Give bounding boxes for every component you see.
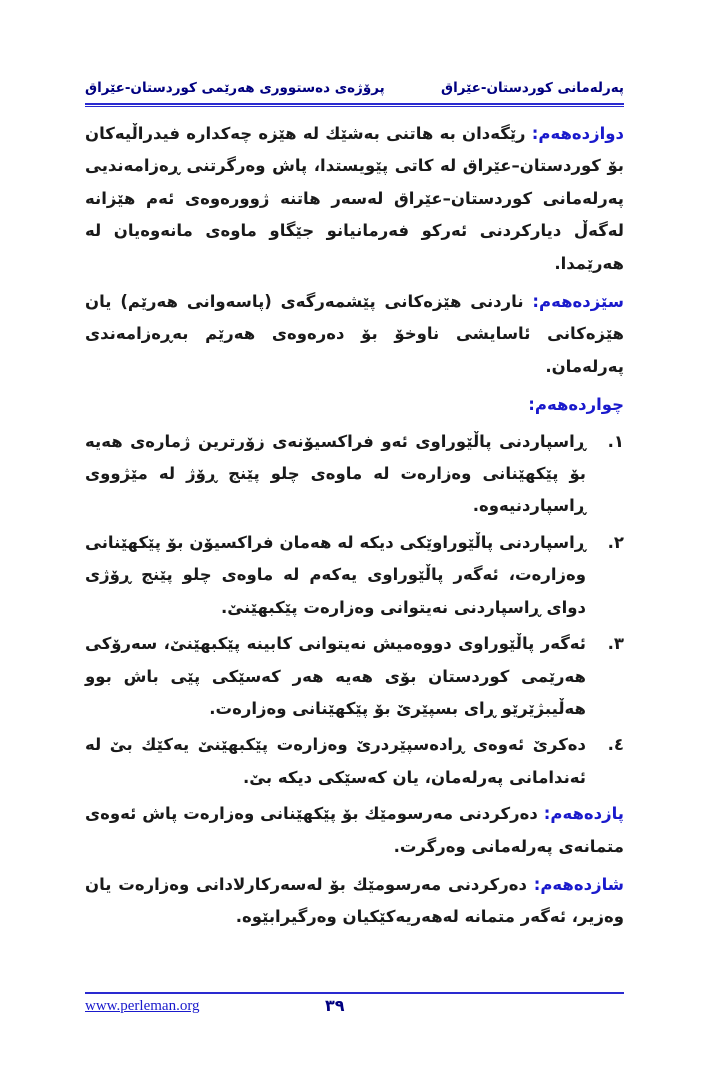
header-divider-thin <box>85 106 624 107</box>
list-item <box>85 426 624 523</box>
page-number: ٣٩ <box>325 996 345 1015</box>
footer-divider <box>85 992 624 994</box>
header-left-text: پرۆژەی دەستووری هەرێمی کوردستان-عێراق <box>85 80 385 96</box>
list-item <box>85 628 624 725</box>
list-item-text: ڕاسپاردنی پاڵێوراوی ئەو فراكسیۆنەی زۆرترین ژمارەی هەیە بۆ پێكهێنانی وەزارەت لە ماوەی چلو پێنج ڕۆژ لە مێژووی ڕاسپاردنیەوە. <box>85 431 586 516</box>
section-text: دەركردنی مەرسومێك بۆ پێكهێنانی وەزارەت پاش ئەوەی متمانەی پەرلەمانی وەرگرت. <box>85 804 624 856</box>
list-item-number: ٣. <box>607 634 624 654</box>
list-item-number: ٤. <box>607 735 624 755</box>
section-15 <box>85 798 624 863</box>
section-term: سێزدەهەم: <box>532 292 624 312</box>
page-header <box>85 80 624 96</box>
section-text: ناردنی هێزەكانی پێشمەرگەی (پاسەوانی هەرێم) یان هێزەكانی ئاسایشی ناوخۆ بۆ دەرەوەی هەرێم بەڕەزامەندی پەرلەمان. <box>85 292 624 376</box>
list-item <box>85 527 624 624</box>
header-divider <box>85 103 624 105</box>
section-term: شازدەهەم: <box>533 874 624 894</box>
footer-website-link[interactable]: www.perleman.org <box>85 998 200 1014</box>
section-term: پازدەهەم: <box>543 804 625 824</box>
section-14-list <box>85 426 624 794</box>
list-item-number: ١. <box>607 431 624 451</box>
section-text: رێگەدان بە هاتنی بەشێك لە هێزە چەكدارە فیدراڵیەكان بۆ كوردستان–عێراق لە كاتی پێویستدا، پاش وەرگرتنی ڕەزامەندیی پەرلەمانی كوردستان–عێراق لەسەر هاتنە ژوورەوەی ئەم هێزانە لەگەڵ دیاركردنی ئەركو فەرمانیانو جێگاو ماوەی مانەوەیان لە هەرێمدا. <box>85 124 624 273</box>
list-item-text: دەكرێ ئەوەی ڕادەسپێردرێ وەزارەت پێكبهێنێ یەكێك بێ لە ئەندامانی پەرلەمان، یان كەسێكی دیكە بێ. <box>85 735 586 787</box>
section-term: چواردەهەم: <box>528 395 624 415</box>
header-right-text: پەرلەمانی کوردستان-عێراق <box>441 80 624 96</box>
section-term: دوازدەهەم: <box>531 124 624 143</box>
section-14 <box>85 389 624 421</box>
section-text: دەركردنی مەرسومێك بۆ لەسەركارلادانی وەزارەت یان وەزیر، ئەگەر متمانە لەهەریەكێكیان وەرگیرابێوە. <box>85 874 624 927</box>
list-item-text: ئەگەر پاڵێوراوی دووەمیش نەیتوانی كابینە پێكبهێنێ، سەرۆكی هەرێمی كوردستان بۆی هەیە هەر كەسێكی پێی باش بوو هەڵیبژێرێو ڕای بسپێرێ بۆ پێكهێنانی وەزارەت. <box>85 634 586 718</box>
section-13 <box>85 286 624 383</box>
page-body <box>85 118 624 940</box>
list-item <box>85 729 624 794</box>
section-16 <box>85 869 624 934</box>
list-item-text: ڕاسپاردنی پاڵێوراوێكی دیكە لە هەمان فراكسیۆن بۆ پێكهێنانی وەزارەت، ئەگەر پاڵێوراوی یەكەم لە ماوەی چلو پێنج ڕۆژی دوای ڕاسپاردنی نەیتوانی وەزارەت پێكبهێنێ. <box>85 532 586 617</box>
list-item-number: ٢. <box>607 532 624 552</box>
section-12 <box>85 118 624 280</box>
